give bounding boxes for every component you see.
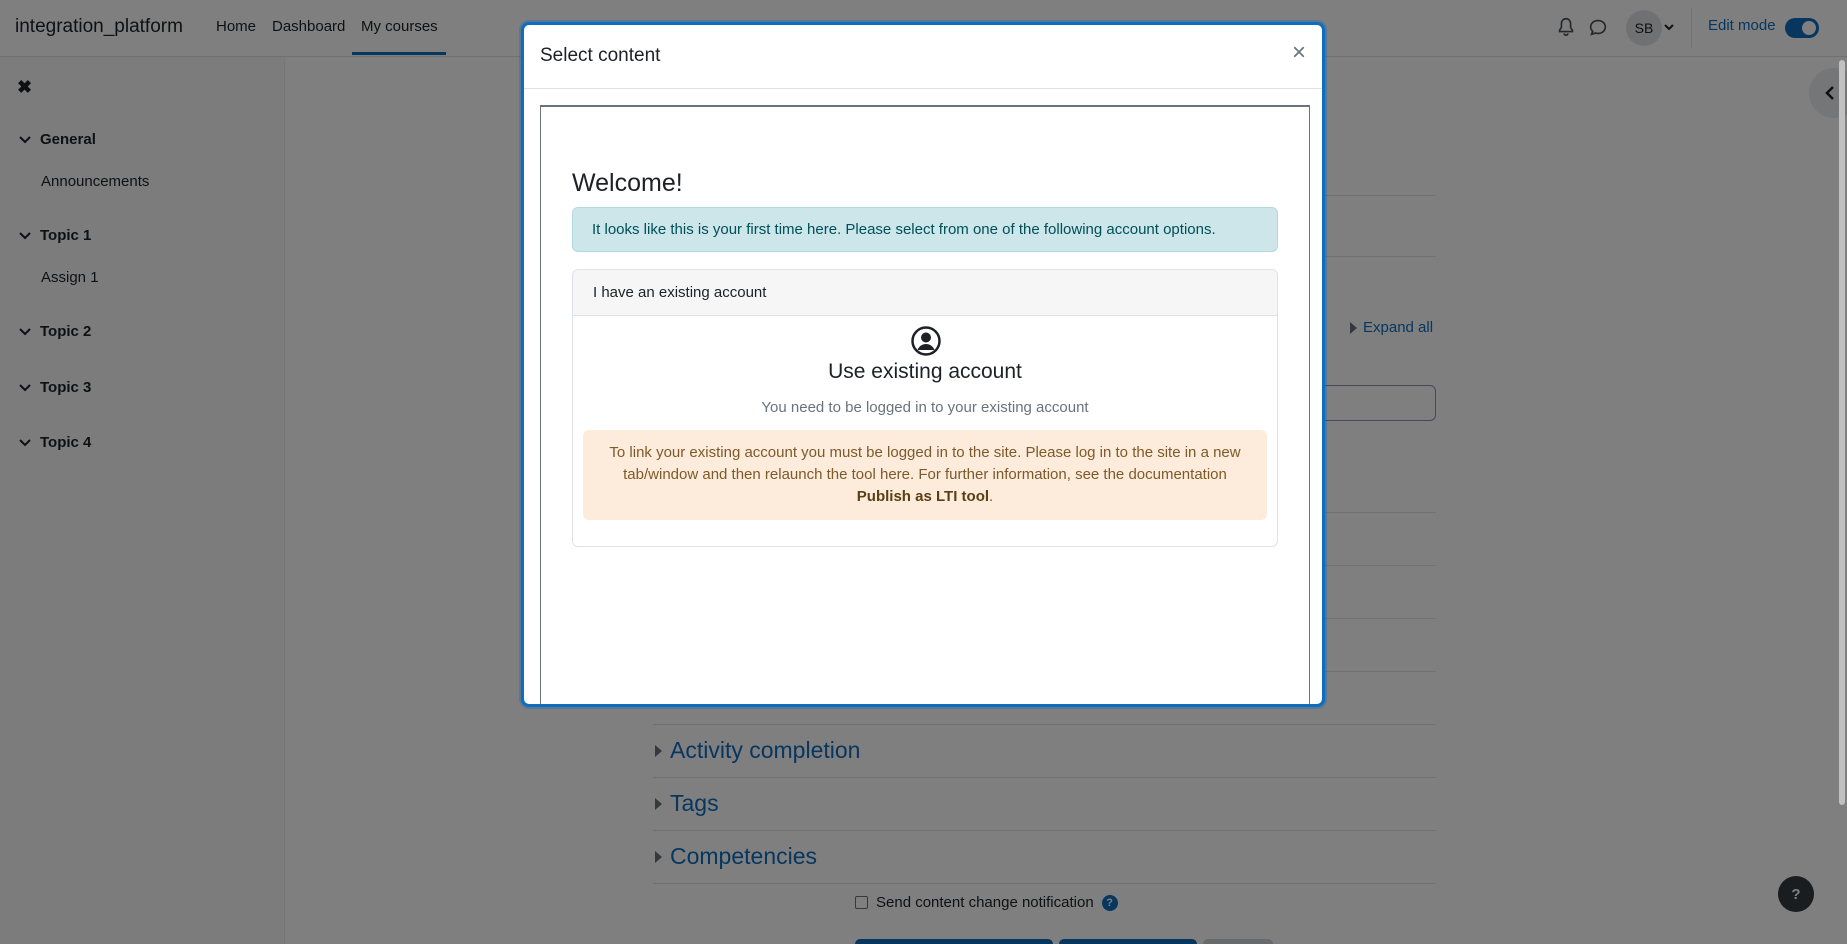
welcome-heading: Welcome!: [572, 169, 683, 197]
documentation-link[interactable]: Publish as LTI tool: [856, 488, 990, 505]
warning-period: .: [989, 488, 994, 505]
card-title: Use existing account: [828, 360, 1022, 383]
page-scrollbar[interactable]: [1839, 60, 1845, 805]
info-alert: It looks like this is your first time here. Please select from one of the following account options.: [572, 207, 1278, 252]
modal-title: Select content: [540, 45, 661, 66]
warning-text: To link your existing account you must be logged in to the site. Please log in to the site in a new tab/window and then relaunch the tool here. For further information, see the documentation: [609, 444, 1241, 483]
modal-header: [524, 25, 1322, 89]
content-iframe: [540, 105, 1310, 705]
card-subtitle: You need to be logged in to your existing account: [761, 399, 1089, 416]
warning-alert: [583, 430, 1267, 520]
user-circle-icon: [911, 326, 941, 356]
select-content-modal: [521, 22, 1325, 707]
card-header: I have an existing account: [573, 270, 1277, 316]
close-icon[interactable]: ×: [1291, 39, 1306, 66]
existing-account-card: [572, 269, 1278, 547]
